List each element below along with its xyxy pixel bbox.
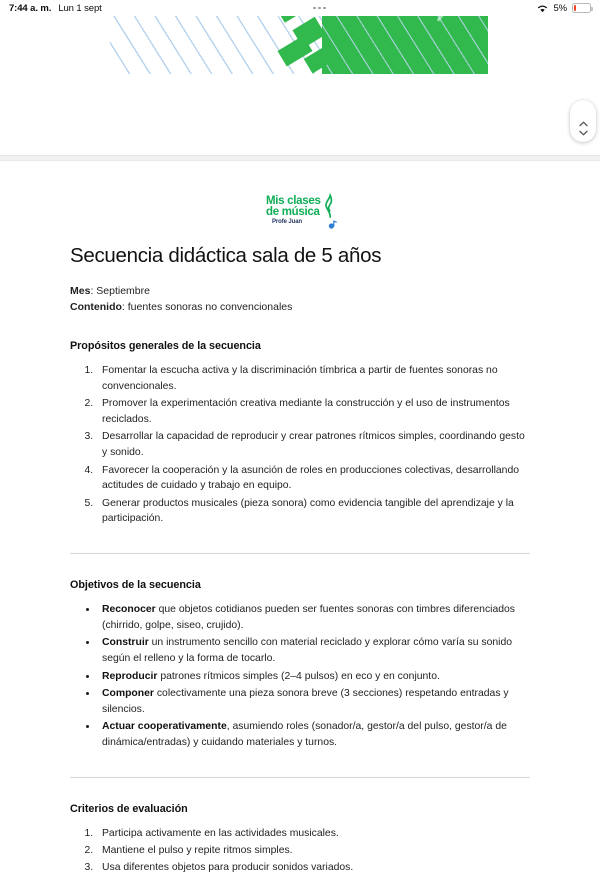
- list-item: [96, 363, 530, 395]
- music-note-dot-icon: [328, 216, 336, 224]
- status-bar-right: [537, 3, 591, 14]
- list-item-text: patrones rítmicos simples (2–4 pulsos) en eco y en conjunto.: [157, 670, 440, 682]
- page-divider: [0, 155, 600, 161]
- section-heading: Objetivos de la secuencia: [70, 579, 201, 592]
- list-item-text: Promover la experimentación creativa mediante la construcción y el uso de instrumentos reciclados.: [102, 398, 510, 426]
- wifi-icon: [537, 4, 548, 13]
- meta-month: [70, 283, 530, 299]
- numbered-list: [96, 826, 530, 876]
- list-item: [98, 602, 530, 634]
- list-item: [96, 396, 530, 428]
- list-item-lead: Construir: [102, 637, 149, 649]
- numbered-list: [96, 363, 530, 527]
- list-item-text: que objetos cotidianos pueden ser fuentes sonoras con timbres diferenciados (chirrido, golpe, siseo, crujido).: [102, 604, 515, 632]
- section-divider: [70, 777, 530, 778]
- chevron-up-icon[interactable]: [579, 114, 588, 120]
- list-item-text: , asumiendo roles (sonador/a, gestor/a del pulso, gestor/a de dinámica/entradas) y cuidando materiales y turnos.: [102, 720, 507, 748]
- list-item: [96, 826, 530, 842]
- list-item: [98, 719, 530, 751]
- battery-low-icon: [572, 3, 591, 13]
- list-item-text: colectivamente una pieza sonora breve (3 secciones) respetando entradas y silencios.: [102, 687, 509, 715]
- list-item-lead: Componer: [102, 687, 154, 699]
- section-heading: Propósitos generales de la secuencia: [70, 340, 261, 353]
- list-item-text: Participa activamente en las actividades musicales.: [102, 827, 339, 839]
- list-item-text: Favorecer la cooperación y la asunción de roles en producciones colectivas, desarrollando actitudes de cuidado y trabajo en equipo.: [102, 464, 520, 492]
- meta-content-value: fuentes sonoras no convencionales: [127, 300, 293, 313]
- chevron-down-icon[interactable]: [579, 123, 588, 129]
- meta-content: [70, 299, 530, 315]
- more-dots-icon: [313, 7, 326, 10]
- list-item-lead: Reproducir: [102, 670, 158, 682]
- meta-colon: :: [121, 300, 128, 313]
- list-item-text: Generar productos musicales (pieza sonora) como evidencia tangible del aprendizaje y la participación.: [102, 497, 514, 525]
- list-item-text: Desarrollar la capacidad de reproducir y crear patrones rítmicos simples, coordinando gesto y sonido.: [102, 431, 525, 459]
- document-sections: [70, 340, 530, 876]
- list-item: [96, 463, 530, 495]
- list-item-text: Mantiene el pulso y repite ritmos simples.: [102, 844, 293, 856]
- status-bar-left: [9, 3, 102, 14]
- scroll-updown-control[interactable]: [570, 100, 596, 142]
- logo-line-1: Mis clases: [266, 195, 321, 207]
- list-item-lead: Reconocer: [102, 604, 156, 616]
- list-item: [96, 843, 530, 859]
- list-item-text: Usa diferentes objetos para producir sonidos variados.: [102, 862, 354, 874]
- status-time: 7:44 a. m.: [9, 2, 52, 14]
- meta-month-value: Septiembre: [96, 284, 150, 297]
- section-heading: Criterios de evaluación: [70, 802, 188, 815]
- page-title: Secuencia didáctica sala de 5 años: [70, 244, 382, 267]
- document-logo: [70, 195, 530, 229]
- logo-line-3: Profe Juan: [272, 218, 303, 225]
- list-item-text: un instrumento sencillo con material reciclado y explorar cómo varía su sonido según el relleno y la forma de tocarlo.: [102, 637, 513, 665]
- logo-line-2: de música: [266, 206, 320, 218]
- list-item-lead: Actuar cooperativamente: [102, 720, 227, 732]
- site-banner-region: [0, 16, 600, 156]
- list-item: [98, 669, 530, 685]
- document-page: [0, 161, 600, 874]
- list-item: [98, 686, 530, 718]
- section-divider: [70, 553, 530, 554]
- status-bar: [0, 0, 600, 16]
- list-item-text: Fomentar la escucha activa y la discriminación tímbrica a partir de fuentes sonoras no convencionales.: [102, 365, 498, 392]
- list-item: [96, 860, 530, 876]
- bulleted-list: [98, 602, 530, 750]
- meta-colon: :: [90, 284, 97, 297]
- status-date: Lun 1 sept: [58, 2, 102, 14]
- logo-mark: [266, 195, 334, 229]
- list-item: [96, 496, 530, 528]
- list-item: [98, 635, 530, 667]
- meta-content-label: Contenido: [70, 300, 122, 313]
- status-bar-center: [102, 7, 538, 10]
- meta-month-label: Mes: [70, 284, 91, 297]
- list-item: [96, 429, 530, 461]
- battery-percent: 5%: [553, 2, 567, 14]
